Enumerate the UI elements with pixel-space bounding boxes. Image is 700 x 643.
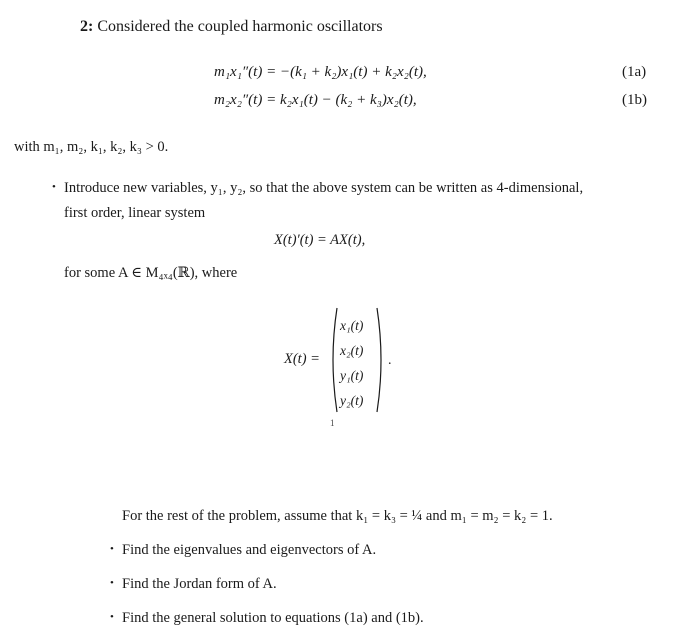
small-mark: 1 — [330, 418, 335, 428]
period-mark: . — [388, 353, 392, 368]
problem-title: Considered the coupled harmonic oscillators — [97, 18, 383, 35]
intro-line-1: Introduce new variables, y₁, y₂, so that the above system can be written as 4-dimensional, — [64, 180, 584, 196]
right-paren-icon — [376, 307, 386, 413]
bullet-icon: • — [110, 611, 114, 623]
task-eigen: Find the eigenvalues and eigenvectors of A. — [122, 542, 377, 558]
equation-1a-label: (1a) — [622, 64, 647, 80]
state-vector-label: X(t) = — [284, 351, 320, 367]
bullet-icon: • — [110, 543, 114, 555]
state-vector-entries — [340, 313, 363, 413]
equation-1b-label: (1b) — [622, 92, 647, 108]
task-jordan: Find the Jordan form of A. — [122, 576, 277, 592]
equation-1b: m₂x₂″(t) = k₂x₁(t) − (k₂ + k₃)x₂(t), — [214, 92, 417, 108]
condition-text: with m₁, m₂, k₁, k₂, k₃ > 0. — [14, 139, 169, 155]
bullet-icon: • — [110, 577, 114, 589]
system-equation: X(t)′(t) = AX(t), — [274, 232, 366, 248]
problem-heading — [80, 18, 383, 36]
vector-entry: x₁(t) — [340, 318, 364, 333]
bullet-icon: • — [52, 181, 56, 193]
left-paren-icon — [328, 307, 338, 413]
task-general-solution: Find the general solution to equations (1a) and (1b). — [122, 610, 424, 626]
vector-entry: y₁(t) — [340, 368, 364, 383]
equation-1a: m₁x₁″(t) = −(k₁ + k₂)x₁(t) + k₂x₂(t), — [214, 64, 427, 80]
vector-entry: x₂(t) — [340, 343, 364, 358]
for-some-text: for some A ∈ M₄ₓ₄(ℝ), where — [64, 265, 238, 281]
problem-number: 2: — [80, 18, 94, 35]
vector-entry: y₂(t) — [340, 393, 364, 408]
assumption-text: For the rest of the problem, assume that k₁ = k₃ = ¼ and m₁ = m₂ = k₂ = 1. — [122, 508, 553, 524]
intro-line-2: first order, linear system — [64, 205, 206, 221]
